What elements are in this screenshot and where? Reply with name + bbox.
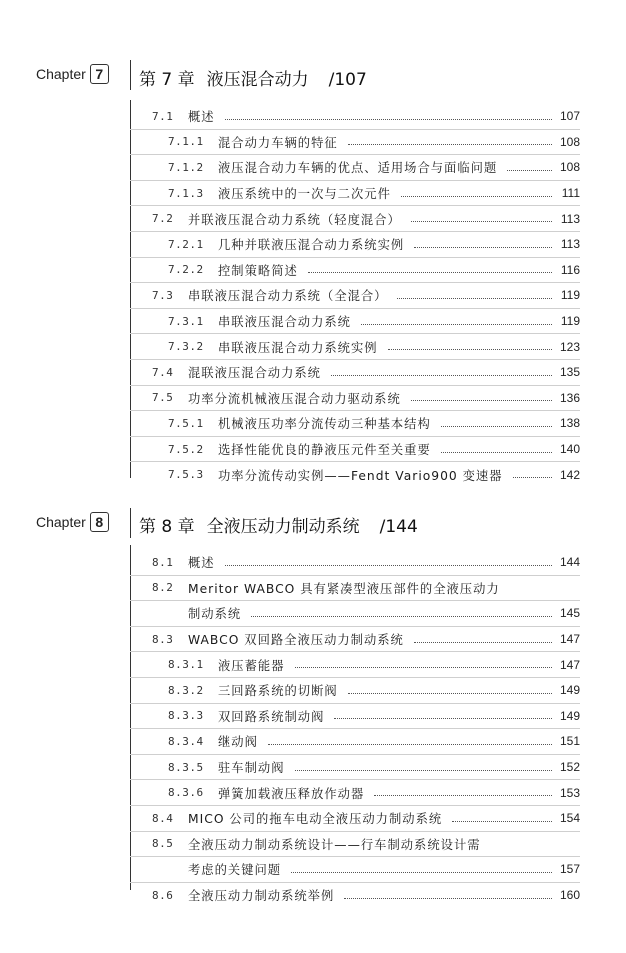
section-title: 制动系统: [188, 607, 242, 622]
toc-entry[interactable]: [130, 754, 580, 780]
dot-leader: [295, 667, 553, 668]
section-title: 混合动力车辆的特征: [218, 135, 338, 150]
section-title: 液压混合动力车辆的优点、适用场合与面临问题: [218, 161, 498, 176]
dot-leader: [374, 795, 552, 796]
dot-leader: [334, 718, 552, 719]
page-number: 149: [559, 683, 580, 698]
page-number: 111: [561, 186, 580, 201]
toc-entry[interactable]: [130, 461, 580, 487]
section-number: 7.3: [152, 288, 174, 302]
toc-entry[interactable]: [130, 575, 580, 601]
section-number: 7.5.1: [168, 416, 204, 430]
dot-leader: [225, 119, 552, 120]
toc-entry[interactable]: [130, 728, 580, 754]
chapter-8-title[interactable]: [139, 512, 418, 537]
section-title: 几种并联液压混合动力系统实例: [218, 238, 405, 253]
toc-entry[interactable]: [130, 129, 580, 155]
page-number: 107: [559, 109, 580, 124]
page-number: 113: [560, 237, 580, 252]
dot-leader: [507, 170, 552, 171]
section-number: 7.1.2: [168, 160, 204, 174]
section-title: 液压蓄能器: [218, 658, 285, 673]
toc-entry[interactable]: [130, 333, 580, 359]
page-number: 116: [560, 262, 580, 277]
dot-leader: [361, 324, 552, 325]
section-number: 8.3.1: [168, 658, 204, 672]
dot-leader: [411, 400, 552, 401]
toc-entry[interactable]: [130, 385, 580, 411]
section-number: 7.4: [152, 365, 174, 379]
page-number: 135: [559, 365, 580, 380]
section-title: 混联液压混合动力系统: [188, 366, 321, 381]
section-number: 8.3.5: [168, 760, 204, 774]
toc-entry[interactable]: [130, 831, 580, 857]
page-number: 144: [559, 555, 580, 570]
section-title: 并联液压混合动力系统（轻度混合）: [188, 212, 401, 227]
section-number: 7.3.1: [168, 314, 204, 328]
section-number: 8.3.6: [168, 786, 204, 800]
dot-leader: [308, 272, 552, 273]
dot-leader: [441, 426, 552, 427]
page-number: 108: [559, 160, 580, 175]
dot-leader: [251, 616, 552, 617]
chapter-name: 第 8 章: [139, 517, 195, 537]
dot-leader: [268, 744, 552, 745]
dot-leader: [291, 872, 552, 873]
toc-entry[interactable]: [130, 856, 580, 882]
section-title: 三回路系统的切断阀: [218, 684, 338, 699]
section-number: 7.1.1: [168, 135, 204, 149]
page-number: 151: [559, 734, 580, 749]
dot-leader: [411, 221, 552, 222]
section-number: 8.1: [152, 555, 174, 569]
section-title: 机械液压功率分流传动三种基本结构: [218, 417, 431, 432]
section-number: 7.5.3: [168, 468, 204, 482]
section-number: 7.2.2: [168, 263, 204, 277]
chapter-word: Chapter: [36, 514, 86, 530]
toc-entry[interactable]: [130, 651, 580, 677]
page-number: 113: [560, 211, 580, 226]
section-number: 8.3: [152, 632, 174, 646]
page-number: 152: [559, 760, 580, 775]
section-title: 串联液压混合动力系统实例: [218, 340, 378, 355]
dot-leader: [344, 898, 552, 899]
dot-leader: [441, 452, 552, 453]
section-title: 继动阀: [218, 735, 258, 750]
section-number: 7.1: [152, 109, 174, 123]
section-title: 驻车制动阀: [218, 761, 285, 776]
section-title: 弹簧加载液压释放作动器: [218, 786, 365, 801]
page-number: 149: [559, 708, 580, 723]
section-title: Meritor WABCO 具有紧凑型液压部件的全液压动力: [188, 581, 500, 596]
page-number: 142: [559, 467, 580, 482]
dot-leader: [414, 642, 552, 643]
page-number: 123: [559, 339, 580, 354]
section-number: 8.4: [152, 811, 174, 825]
toc-entry[interactable]: [130, 882, 580, 908]
section-title: 控制策略简述: [218, 263, 298, 278]
dot-leader: [295, 770, 553, 771]
chapter-start-page: /144: [379, 517, 418, 537]
page-number: 154: [559, 811, 580, 826]
toc-entry[interactable]: [130, 359, 580, 385]
toc-entry[interactable]: [130, 436, 580, 462]
chapter-divider: [130, 60, 131, 90]
toc-entry[interactable]: [130, 180, 580, 206]
dot-leader: [452, 821, 552, 822]
page-number: 145: [559, 606, 580, 621]
section-number: 8.2: [152, 581, 174, 595]
section-number: 8.3.3: [168, 709, 204, 723]
section-title: 功率分流传动实例——Fendt Vario900 变速器: [218, 468, 503, 483]
section-number: 7.2: [152, 212, 174, 226]
page-number: 153: [559, 785, 580, 800]
chapter-word: Chapter: [36, 66, 86, 82]
toc-entry[interactable]: [130, 779, 580, 805]
dot-leader: [348, 144, 552, 145]
section-title: 概述: [188, 110, 215, 125]
section-title: MICO 公司的拖车电动全液压动力制动系统: [188, 812, 443, 827]
section-number: 8.6: [152, 888, 174, 902]
page-number: 119: [560, 288, 580, 303]
chapter-8-label: [36, 512, 109, 532]
chapter-title-text: 全液压动力制动系统: [206, 517, 360, 537]
toc-entry[interactable]: [130, 805, 580, 831]
dot-leader: [397, 298, 552, 299]
section-number: 7.1.3: [168, 186, 204, 200]
chapter-divider: [130, 508, 131, 538]
dot-leader: [513, 477, 552, 478]
toc-entry[interactable]: [130, 104, 580, 129]
toc-entry[interactable]: [130, 703, 580, 729]
section-number: 7.5.2: [168, 442, 204, 456]
toc-entry[interactable]: [130, 550, 580, 575]
chapter-title-text: 液压混合动力: [206, 70, 309, 90]
section-title: 全液压动力制动系统举例: [188, 889, 335, 904]
section-title: 概述: [188, 556, 215, 571]
dot-leader: [388, 349, 552, 350]
chapter-8-entries: [130, 550, 580, 907]
dot-leader: [414, 247, 552, 248]
section-number: 8.3.2: [168, 683, 204, 697]
toc-entry[interactable]: [130, 231, 580, 257]
toc-entry[interactable]: [130, 257, 580, 283]
section-title: 串联液压混合动力系统（全混合）: [188, 289, 388, 304]
page-number: 108: [559, 134, 580, 149]
page-number: 157: [559, 862, 580, 877]
toc-entry[interactable]: [130, 282, 580, 308]
section-number: 7.2.1: [168, 237, 204, 251]
page-number: 136: [559, 390, 580, 405]
section-title: 液压系统中的一次与二次元件: [218, 187, 391, 202]
section-number: 8.5: [152, 837, 174, 851]
page-number: 147: [559, 657, 580, 672]
section-title: 功率分流机械液压混合动力驱动系统: [188, 391, 401, 406]
section-title: 双回路系统制动阀: [218, 709, 325, 724]
toc-entry[interactable]: [130, 677, 580, 703]
page-number: 138: [559, 416, 580, 431]
section-title: WABCO 双回路全液压动力制动系统: [188, 633, 404, 648]
section-title: 串联液压混合动力系统: [218, 315, 351, 330]
chapter-number-box: 8: [90, 512, 109, 532]
dot-leader: [331, 375, 552, 376]
chapter-name: 第 7 章: [139, 70, 195, 90]
toc-entry[interactable]: [130, 154, 580, 180]
section-number: 8.3.4: [168, 734, 204, 748]
chapter-7-label: [36, 64, 109, 84]
section-title: 全液压动力制动系统设计——行车制动系统设计需: [188, 837, 481, 852]
page-number: 140: [559, 442, 580, 457]
page-number: 147: [559, 632, 580, 647]
dot-leader: [401, 196, 552, 197]
toc-entry[interactable]: [130, 626, 580, 652]
section-number: 7.3.2: [168, 340, 204, 354]
toc-entry[interactable]: [130, 600, 580, 626]
chapter-7-entries: [130, 104, 580, 487]
chapter-7-title[interactable]: [139, 65, 367, 90]
toc-entry[interactable]: [130, 308, 580, 334]
section-title: 考虑的关键问题: [188, 863, 282, 878]
dot-leader: [225, 565, 552, 566]
toc-entry[interactable]: [130, 205, 580, 231]
page-number: 119: [560, 314, 580, 329]
page-number: 160: [559, 888, 580, 903]
dot-leader: [348, 693, 552, 694]
toc-entry[interactable]: [130, 410, 580, 436]
chapter-number-box: 7: [90, 64, 109, 84]
section-number: 7.5: [152, 391, 174, 405]
chapter-start-page: /107: [328, 70, 367, 90]
section-title: 选择性能优良的静液压元件至关重要: [218, 443, 431, 458]
